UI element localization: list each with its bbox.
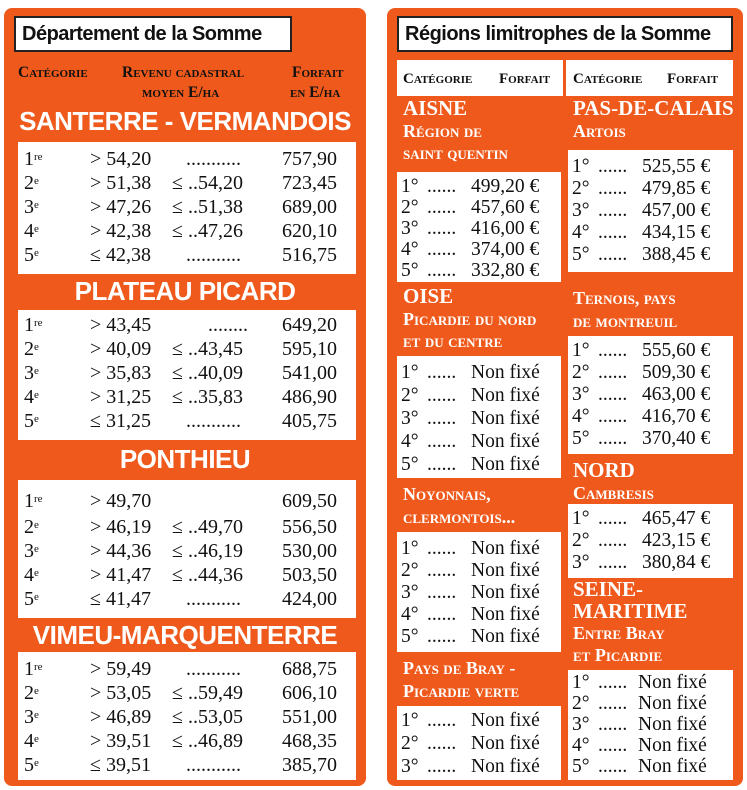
region-table <box>397 532 561 652</box>
region-heading: Pays de Bray - Picardie verte <box>403 658 520 701</box>
region-table <box>568 670 733 780</box>
table-row: 5° ...... Non fixé <box>401 454 540 475</box>
table-row: 2° ...... Non fixé <box>401 560 540 581</box>
table-row: 4e > 31,25 ≤ ..35,83 486,90 <box>24 386 337 408</box>
left-header-category: Catégorie <box>18 64 88 81</box>
table-row: 4e > 39,51 ≤ ..46,89 468,35 <box>24 730 337 752</box>
table-row: 3° ...... 380,84 € <box>572 552 711 573</box>
right-header-cat-1: Catégorie <box>403 71 473 87</box>
table-row: 2° ...... 479,85 € <box>572 178 711 199</box>
region-table <box>397 356 561 478</box>
region-heading: OISE Picardie du nord et du centre <box>403 284 537 351</box>
table-row: 4° ...... Non fixé <box>401 604 540 625</box>
section-table <box>18 142 356 274</box>
table-row: 5° ...... Non fixé <box>572 756 707 777</box>
table-row: 4° ...... 434,15 € <box>572 222 711 243</box>
table-row: 1° ...... Non fixé <box>401 710 540 731</box>
section-banner: VIMEU-MARQUENTERRE <box>32 620 338 650</box>
table-row: 5° ...... Non fixé <box>401 626 540 647</box>
table-row: 2° ...... 509,30 € <box>572 362 711 383</box>
table-row: 3° ...... Non fixé <box>572 714 707 735</box>
table-row: 4e > 42,38 ≤ ..47,26 620,10 <box>24 220 337 242</box>
table-row: 2e > 51,38 ≤ ..54,20 723,45 <box>24 172 337 194</box>
table-row: 5e ≤ 41,47 ........... 424,00 <box>24 588 337 610</box>
table-row: 5° ...... 388,45 € <box>572 244 711 265</box>
table-row: 2° ...... Non fixé <box>572 693 707 714</box>
table-row: 5° ...... 332,80 € <box>401 260 540 281</box>
table-row: 3° ...... Non fixé <box>401 756 540 777</box>
table-row: 5e ≤ 42,38 ........... 516,75 <box>24 244 337 266</box>
table-row: 3° ...... 463,00 € <box>572 384 711 405</box>
table-row: 4° ...... 416,70 € <box>572 406 711 427</box>
section-banner: PONTHIEU <box>119 444 251 474</box>
column-divider <box>563 60 566 780</box>
table-row: 1° ...... Non fixé <box>401 362 540 383</box>
region-heading: SEINE- MARITIME Entre Bray et Picardie <box>573 577 688 665</box>
right-header-forf-1: Forfait <box>499 71 551 87</box>
table-row: 2° ...... Non fixé <box>401 733 540 754</box>
table-row: 5e ≤ 31,25 ........... 405,75 <box>24 410 337 432</box>
left-header-revenu-2: moyen E/ha <box>142 84 220 101</box>
table-row: 1° ...... 555,60 € <box>572 340 711 361</box>
table-row: 3° ...... Non fixé <box>401 408 540 429</box>
table-row: 2° ...... 423,15 € <box>572 530 711 551</box>
region-heading: Ternois, pays de montreuil <box>573 288 678 331</box>
region-table <box>397 172 561 282</box>
table-row: 3e > 35,83 ≤ ..40,09 541,00 <box>24 362 337 384</box>
right-panel <box>387 8 743 786</box>
section-banner: SANTERRE - VERMANDOIS <box>19 106 351 136</box>
table-row: 3e > 44,36 ≤ ..46,19 530,00 <box>24 540 337 562</box>
table-row: 4° ...... Non fixé <box>572 735 707 756</box>
table-row: 3e > 47,26 ≤ ..51,38 689,00 <box>24 196 337 218</box>
table-row: 2° ...... 457,60 € <box>401 197 540 218</box>
right-header-forf-2: Forfait <box>667 71 719 87</box>
table-row: 1° ...... 525,55 € <box>572 156 711 177</box>
left-panel <box>4 8 366 786</box>
region-table <box>397 706 561 780</box>
region-heading: PAS-DE-CALAIS Artois <box>573 96 734 141</box>
region-heading: Noyonnais, clermontois... <box>403 484 516 527</box>
right-title: Régions limitrophes de la Somme <box>397 16 733 52</box>
table-row: 2° ...... Non fixé <box>401 385 540 406</box>
table-row: 1re > 54,20 ........... 757,90 <box>24 148 337 170</box>
section-table <box>18 310 356 440</box>
table-row: 1° ...... Non fixé <box>401 538 540 559</box>
table-row: 1° ...... Non fixé <box>572 672 707 693</box>
region-table <box>568 150 733 272</box>
table-row: 2e > 46,19 ≤ ..49,70 556,50 <box>24 516 337 538</box>
table-row: 2e > 53,05 ≤ ..59,49 606,10 <box>24 682 337 704</box>
table-row: 1re > 59,49 ........... 688,75 <box>24 658 337 680</box>
left-header-forfait-2: en E/ha <box>290 84 341 101</box>
left-header-revenu-1: Revenu cadastral <box>122 64 245 81</box>
table-row: 1re > 49,70 609,50 <box>24 490 337 512</box>
region-table <box>568 504 733 578</box>
table-row: 4° ...... 374,00 € <box>401 239 540 260</box>
region-heading: NORD Cambresis <box>573 458 654 503</box>
table-row: 5e ≤ 39,51 ........... 385,70 <box>24 754 337 776</box>
section-table <box>18 652 356 780</box>
table-row: 5° ...... 370,40 € <box>572 428 711 449</box>
section-table <box>18 480 356 618</box>
table-row: 2e > 40,09 ≤ ..43,45 595,10 <box>24 338 337 360</box>
table-row: 3e > 46,89 ≤ ..53,05 551,00 <box>24 706 337 728</box>
region-table <box>568 336 733 454</box>
table-row: 4e > 41,47 ≤ ..44,36 503,50 <box>24 564 337 586</box>
table-row: 1° ...... 499,20 € <box>401 176 540 197</box>
left-title: Département de la Somme <box>14 16 292 52</box>
table-row: 3° ...... Non fixé <box>401 582 540 603</box>
left-header-forfait-1: Forfait <box>292 64 344 81</box>
table-row: 4° ...... Non fixé <box>401 431 540 452</box>
region-heading: AISNE Région de saint quentin <box>403 96 508 163</box>
section-banner: PLATEAU PICARD <box>74 276 296 306</box>
table-row: 3° ...... 457,00 € <box>572 200 711 221</box>
table-row: 1° ...... 465,47 € <box>572 508 711 529</box>
table-row: 1re > 43,45 ........ 649,20 <box>24 314 337 336</box>
right-header-cat-2: Catégorie <box>573 71 643 87</box>
table-row: 3° ...... 416,00 € <box>401 218 540 239</box>
